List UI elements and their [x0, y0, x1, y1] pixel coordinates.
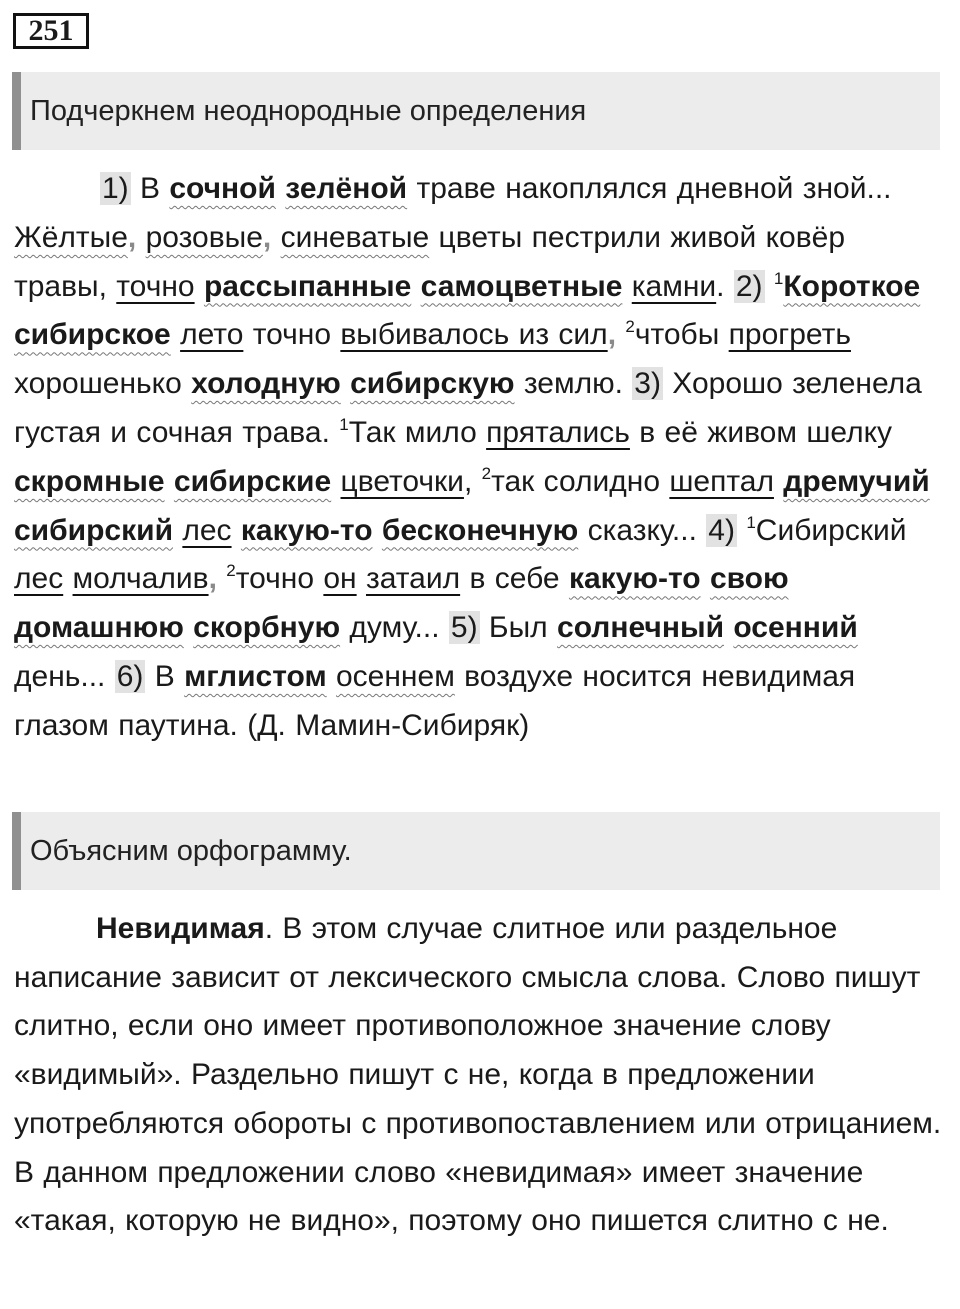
text-fragment: , — [463, 464, 482, 498]
text-fragment: Сибирский — [755, 513, 907, 547]
definition-word: рассыпанные — [203, 269, 412, 303]
definition-word: сибирское — [14, 318, 171, 352]
text-fragment: цветы пестрили живой ковёр травы, — [14, 220, 846, 303]
text-fragment: Хорошо зеленела густая и сочная трава. — [14, 367, 922, 449]
definition-word: розовые — [145, 220, 263, 254]
text-fragment: . — [716, 269, 734, 303]
definition-word: самоцветные — [420, 269, 623, 303]
subject-word: он — [323, 562, 357, 596]
sentence-number: 6) — [116, 659, 144, 693]
subject-word: лес — [182, 513, 232, 547]
predicate-word: затаил — [365, 562, 461, 596]
predicate-word: прогреть — [728, 318, 851, 352]
text-fragment: в себе — [460, 562, 569, 596]
subject-word: лето — [180, 318, 244, 352]
text-fragment: так солидно — [491, 464, 670, 498]
sentence-number: 5) — [450, 611, 478, 645]
text-fragment: землю. — [514, 367, 633, 401]
definition-word: домашнюю — [14, 611, 184, 645]
definition-word: сочной — [169, 172, 276, 205]
section-heading-definitions: Подчеркнем неоднородные определения — [12, 72, 940, 150]
text-fragment: день... — [14, 659, 115, 693]
definition-word: сибирские — [173, 464, 332, 498]
definition-word: мглистом — [184, 659, 327, 693]
definition-word: бесконечную — [381, 513, 579, 547]
sentence-number: 4) — [708, 513, 735, 547]
clause-index: 1 — [746, 512, 756, 532]
definition-word: Жёлтые — [14, 220, 128, 254]
definition-word: какую-то — [240, 513, 373, 547]
definition-word: осенний — [733, 611, 858, 645]
exercise-number: 251 — [13, 13, 89, 49]
definition-word: солнечный — [557, 611, 725, 645]
sentence-number: 2) — [735, 269, 763, 303]
subject-word: цветочки — [340, 464, 464, 498]
comma-mark: , — [262, 220, 272, 254]
explanation-body: . В этом случае слитное или раздельное написание зависит от лексического смысла слова. Слово пишут слитно, если оно имеет противоположное значение слову «видимый». Раздельно пишут с не, когда в предложении употребляются обороты с противопоставлением или отрицанием. В данном предложении слово «невидимая» имеет значение «такая, которую не видно», поэтому оно пишется слитно с не. — [14, 912, 942, 1238]
explained-term: Невидимая — [96, 912, 265, 945]
sentence-number: 1) — [102, 172, 129, 205]
text-fragment: думу... — [340, 611, 449, 645]
clause-index: 2 — [625, 317, 635, 337]
text-fragment: в её живом шелку — [629, 415, 893, 449]
text-fragment: воздухе носится невидимая глазом паутина. (Д. Мамин-Сибиряк) — [14, 659, 856, 742]
clause-index: 1 — [339, 414, 349, 434]
definition-word: зелёной — [285, 172, 408, 205]
predicate-word: выбивалось из сил — [340, 318, 608, 352]
definition-word: холодную — [191, 367, 341, 401]
section-heading-orthogram: Объясним орфограмму. — [12, 812, 940, 890]
definition-word: какую-то — [568, 562, 701, 596]
clause-index: 2 — [226, 561, 236, 581]
sentence-number: 3) — [634, 367, 661, 401]
text-fragment: точно — [235, 562, 324, 596]
clause-index: 2 — [481, 463, 492, 483]
text-fragment: сказку... — [578, 513, 707, 547]
definition-word: Короткое — [783, 269, 921, 303]
explanation-text — [14, 905, 946, 1246]
comparison-word: точно — [116, 269, 195, 303]
definition-word: сибирскую — [350, 367, 515, 401]
text-fragment: чтобы — [634, 318, 729, 352]
comparison-word: камни — [631, 269, 717, 303]
predicate-word: молчалив — [72, 562, 209, 596]
text-fragment: траве накоплялся дневной зной... — [407, 172, 892, 205]
definition-word: дремучий — [783, 464, 930, 498]
comma-mark: , — [208, 562, 217, 596]
definition-word: скромные — [14, 464, 165, 498]
text-fragment: Был — [479, 611, 558, 645]
definition-word: свою — [709, 562, 789, 596]
text-fragment: Так мило — [348, 415, 487, 449]
text-fragment: В — [130, 172, 170, 205]
definition-word: скорбную — [193, 611, 341, 645]
comma-mark: , — [607, 318, 617, 352]
predicate-word: прятались — [486, 415, 630, 449]
clause-index: 1 — [773, 268, 784, 288]
definition-word: осеннем — [336, 659, 455, 693]
text-fragment: В — [145, 659, 185, 693]
definition-word: сибирский — [14, 513, 174, 547]
text-fragment: точно — [243, 318, 341, 352]
comma-mark: , — [127, 220, 137, 254]
predicate-word: шептал — [669, 464, 774, 498]
text-fragment: хорошенько — [14, 367, 192, 401]
exercise-text — [14, 165, 946, 751]
subject-word: лес — [14, 562, 64, 596]
definition-word: синеватые — [280, 220, 430, 254]
